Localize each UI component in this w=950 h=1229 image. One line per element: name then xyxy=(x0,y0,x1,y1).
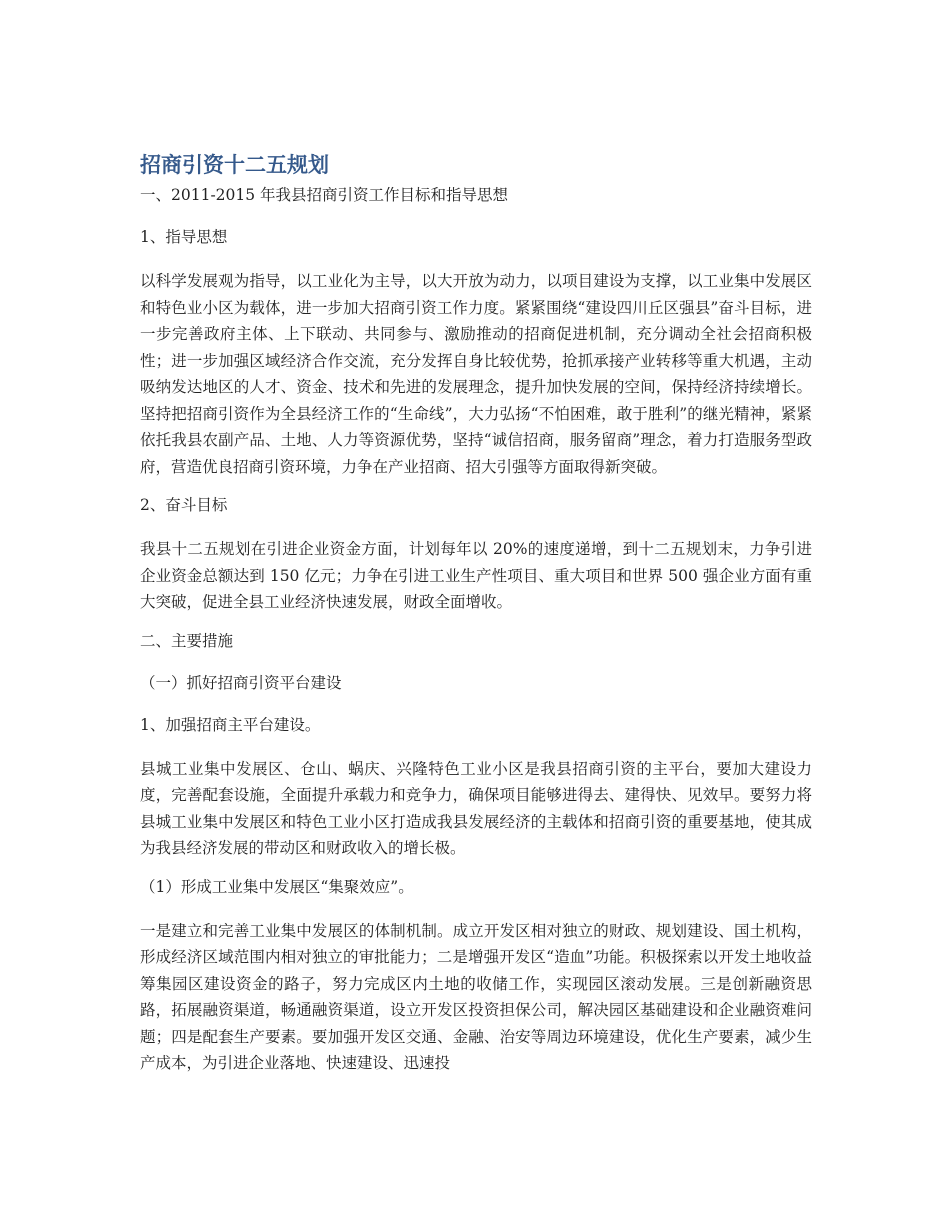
subsection-heading: （1）形成工业集中发展区“集聚效应”。 xyxy=(140,877,414,896)
subsection-heading: 1、加强招商主平台建设。 xyxy=(140,715,321,734)
subsection-heading: 1、指导思想 xyxy=(140,228,228,246)
paragraph: 一是建立和完善工业集中发展区的体制机制。成立开发区相对独立的财政、规划建设、国土机构，形成经济区域范围内相对独立的审批能力；二是增强开发区“造血”功能。积极探索以开发土地收益筹集园区建设资金的路子，努力完成区内土地的收储工作，实现园区滚动发展。三是创新融资思路，拓展融资渠道，畅通融资渠道，设立开发区投资担保公司，解决园区基础建设和企业融资难问题；四是配套生产要素。要加强开发区交通、金融、治安等周边环境建设，优化生产要素，减少生产成本，为引进企业落地、快速建设、迅速投 xyxy=(140,921,812,1072)
paragraph: 以科学发展观为指导，以工业化为主导，以大开放为动力，以项目建设为支撑，以工业集中发展区和特色业小区为载体，进一步加大招商引资工作力度。紧紧围绕“建设四川丘区强县”奋斗目标，进一步完善政府主体、上下联动、共同参与、激励推动的招商促进机制，充分调动全社会招商积极性；进一步加强区域经济合作交流，充分发挥自身比较优势，抢抓承接产业转移等重大机遇，主动吸纳发达地区的人才、资金、技术和先进的发展理念，提升加快发展的空间，保持经济持续增长。坚持把招商引资作为全县经济工作的“生命线”，大力弘扬“不怕困难，敢于胜利”的继光精神，紧紧依托我县农副产品、土地、人力等资源优势，坚持“诚信招商，服务留商”理念，着力打造服务型政府，营造优良招商引资环境，力争在产业招商、招大引强等方面取得新突破。 xyxy=(140,272,812,476)
paragraph: 县城工业集中发展区、仓山、蜗庆、兴隆特色工业小区是我县招商引资的主平台，要加大建设力度，完善配套设施，全面提升承载力和竞争力，确保项目能够进得去、建得快、见效早。要努力将县城工业集中发展区和特色工业小区打造成我县发展经济的主载体和招商引资的重要基地，使其成为我县经济发展的带动区和财政收入的增长极。 xyxy=(140,759,812,857)
paragraph: 我县十二五规划在引进企业资金方面，计划每年以 20%的速度递增，到十二五规划末，力争引进企业资金总额达到 150 亿元；力争在引进工业生产性项目、重大项目和世界 500 强企业方面有重大突破，促进全县工业经济快速发展，财政全面增收。 xyxy=(140,540,812,611)
page-title: 招商引资十二五规划 xyxy=(140,153,329,177)
subsection-heading: （一）抓好招商引资平台建设 xyxy=(140,673,342,692)
subsection-heading: 2、奋斗目标 xyxy=(140,496,228,514)
section-heading: 二、主要措施 xyxy=(140,631,234,650)
section-heading: 一、2011-2015 年我县招商引资工作目标和指导思想 xyxy=(140,186,509,204)
document-page xyxy=(140,150,812,1091)
